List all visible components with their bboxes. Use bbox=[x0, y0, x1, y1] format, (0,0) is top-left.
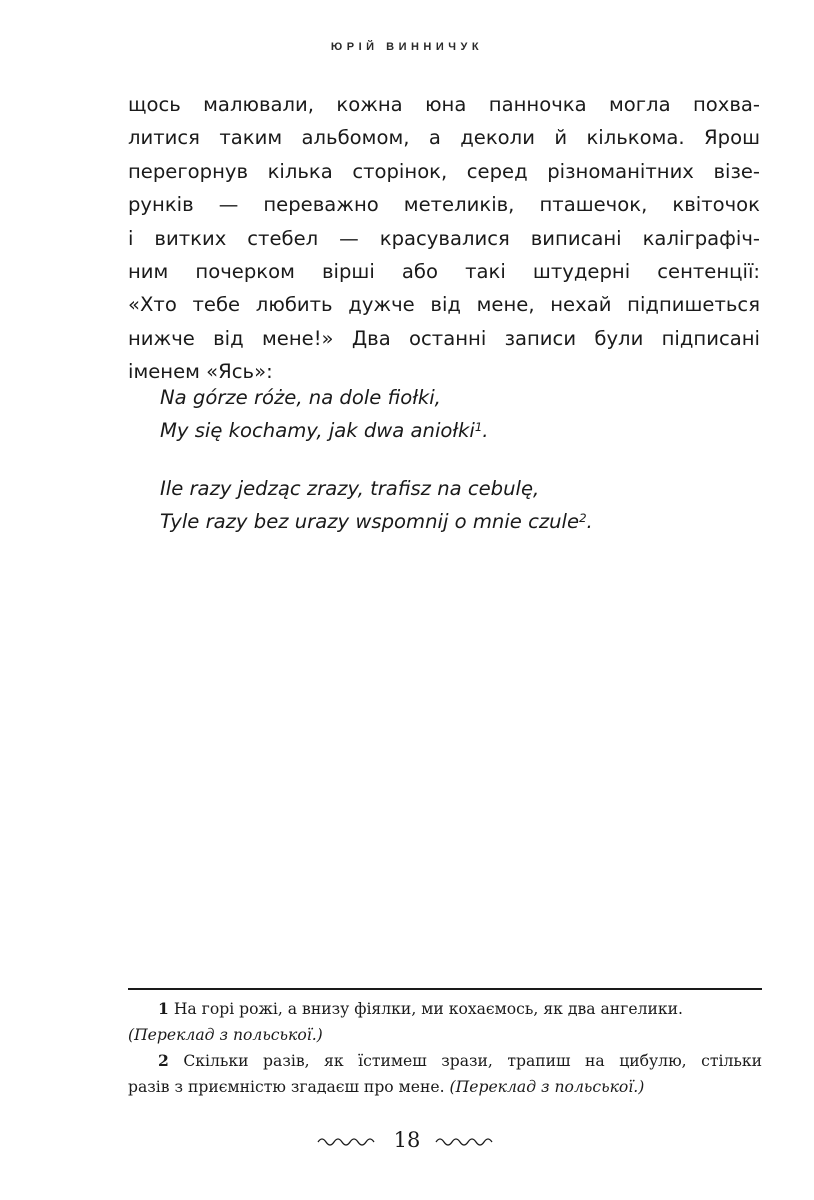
footnote-line bbox=[128, 1075, 762, 1101]
page-number: 18 bbox=[393, 1128, 421, 1152]
paragraph-line: «Хто тебе любить дужче від мене, нехай підпишеться bbox=[128, 293, 760, 317]
footnote-line bbox=[128, 1048, 762, 1075]
verse-line: Na górze róże, na dole fiołki, bbox=[160, 386, 441, 409]
verse-stanza-1 bbox=[160, 382, 489, 447]
paragraph-line: литися таким альбомом, а деколи й кількома. Ярош bbox=[128, 126, 760, 150]
verse-line-text: My się kochamy, jak dwa aniołki bbox=[160, 418, 475, 442]
footnotes bbox=[128, 996, 762, 1100]
footnote-ref: 1 bbox=[474, 420, 483, 435]
verse-stanza-2 bbox=[160, 473, 593, 538]
footnote-number: 2 bbox=[158, 1051, 169, 1070]
paragraph-line: і витких стебел — красувалися виписані каліграфіч- bbox=[128, 226, 760, 250]
paragraph-line: щось малювали, кожна юна панночка могла похва- bbox=[128, 93, 760, 116]
footnote-translation-note: (Переклад з польської.) bbox=[449, 1077, 645, 1096]
paragraph-line: нижче від мене!» Два останні записи були підписані bbox=[128, 326, 760, 350]
footnote-1 bbox=[128, 996, 762, 1048]
wave-ornament-right-icon bbox=[434, 1134, 498, 1146]
paragraph-line: ним почерком вірші або такі штудерні сентенції: bbox=[128, 260, 760, 284]
footnote-2 bbox=[128, 1048, 762, 1100]
verse-line: Tyle razy bez urazy wspomnij o mnie czule$^2$. bbox=[160, 509, 593, 533]
footnote-text: На горі рожі, а внизу фіялки, ми кохаємось, як два ангелики. bbox=[173, 1000, 683, 1018]
footnote-ref: 2 bbox=[579, 511, 587, 526]
verse-line: Ile razy jedząc zrazy, trafisz na cebulę, bbox=[160, 477, 540, 500]
body-paragraph bbox=[128, 88, 760, 389]
verse-line-text: Tyle razy bez urazy wspomnij o mnie czule bbox=[160, 509, 580, 533]
footnote-separator bbox=[128, 988, 762, 990]
running-head: ЮРІЙ ВИННИЧУК bbox=[330, 41, 484, 53]
wave-ornament-left-icon bbox=[316, 1134, 380, 1146]
page-footer bbox=[0, 1128, 814, 1152]
footnote-line: (Переклад з польської.) bbox=[128, 1025, 323, 1044]
footnote-text: разів з приємністю згадаєш про мене. bbox=[128, 1077, 450, 1096]
paragraph-line: рунків — переважно метеликів, пташечок, квіточок bbox=[128, 193, 760, 217]
footnote-number: 1 bbox=[158, 999, 169, 1018]
footnote-line bbox=[128, 996, 762, 1023]
verse-line: My się kochamy, jak dwa aniołki$^1$. bbox=[160, 418, 489, 442]
paragraph-line: іменем «Ясь»: bbox=[128, 360, 273, 384]
paragraph-line: перегорнув кілька сторінок, серед різноманітних візе- bbox=[128, 159, 760, 183]
footnote-text: Скільки разів, як їстимеш зрази, трапиш на цибулю, стільки bbox=[183, 1052, 762, 1070]
